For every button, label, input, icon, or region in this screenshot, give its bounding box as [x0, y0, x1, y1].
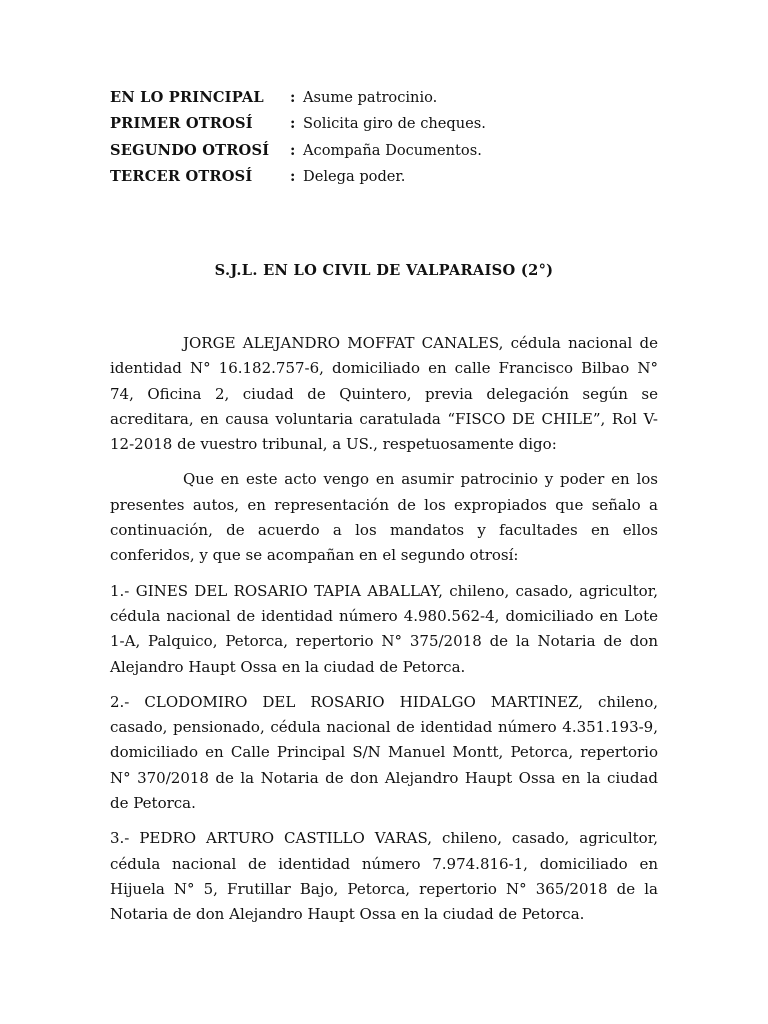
paragraph-appearance: JORGE ALEJANDRO MOFFAT CANALES, cédula nacional de identidad N° 16.182.757-6, domiciliado en calle Francisco Bilbao N° 74, Oficina 2, ciudad de Quintero, previa delegación según se acreditara, en causa voluntaria caratulada “FISCO DE CHILE”, Rol V-12-2018 de vuestro tribunal, a US., respetuosamente digo: — [110, 334, 658, 454]
sumilla-colon: : — [290, 88, 296, 106]
list-item-expropiado-3: 3.- PEDRO ARTURO CASTILLO VARAS, chileno, casado, agricultor, cédula nacional de identidad número 7.974.816-1, domiciliado en Hijuela N° 5, Frutillar Bajo, Petorca, repertorio N° 365/2018 de la Notaria de don Alejandro Haupt Ossa en la ciudad de Petorca. — [110, 829, 658, 924]
sumilla-colon: : — [290, 141, 296, 159]
sumilla-row-primer-otrosi — [110, 111, 670, 138]
sumilla-row-segundo-otrosi — [110, 137, 670, 164]
sumilla-row-principal — [110, 84, 670, 111]
sumilla-block — [110, 84, 670, 190]
list-item-expropiado-1: 1.- GINES DEL ROSARIO TAPIA ABALLAY, chileno, casado, agricultor, cédula nacional de identidad número 4.980.562-4, domiciliado en Lote 1-A, Palquico, Petorca, repertorio N° 375/2018 de la Notaria de don Alejandro Haupt Ossa en la ciudad de Petorca. — [110, 581, 658, 676]
court-heading: S.J.L. EN LO CIVIL DE VALPARAISO (2°) — [214, 262, 554, 279]
sumilla-row-tercer-otrosi — [110, 164, 670, 191]
list-item-expropiado-2: 2.- CLODOMIRO DEL ROSARIO HIDALGO MARTINEZ, chileno, casado, pensionado, cédula nacional de identidad número 4.351.193-9, domiciliado en Calle Principal S/N Manuel Montt, Petorca, repertorio N° 370/2018 de la Notaria de don Alejandro Haupt Ossa en la ciudad de Petorca. — [110, 692, 658, 813]
paragraph-patrocinio: Que en este acto vengo en asumir patrocinio y poder en los presentes autos, en representación de los expropiados que señalo a continuación, de acuerdo a los mandatos y facultades en ellos conferidos, y que se acompañan en el segundo otrosí: — [110, 470, 658, 565]
sumilla-colon: : — [290, 168, 296, 186]
sumilla-colon: : — [290, 115, 296, 133]
document-body — [110, 331, 658, 938]
sumilla-value: Asume patrocinio. — [303, 88, 438, 106]
sumilla-value: Solicita giro de cheques. — [303, 115, 486, 133]
sumilla-value: Acompaña Documentos. — [303, 141, 482, 159]
sumilla-value: Delega poder. — [303, 168, 406, 186]
sumilla-label: SEGUNDO OTROSÍ — [110, 141, 270, 159]
sumilla-label: EN LO PRINCIPAL — [110, 88, 264, 106]
sumilla-label: PRIMER OTROSÍ — [110, 115, 253, 133]
sumilla-label: TERCER OTROSÍ — [110, 168, 253, 186]
